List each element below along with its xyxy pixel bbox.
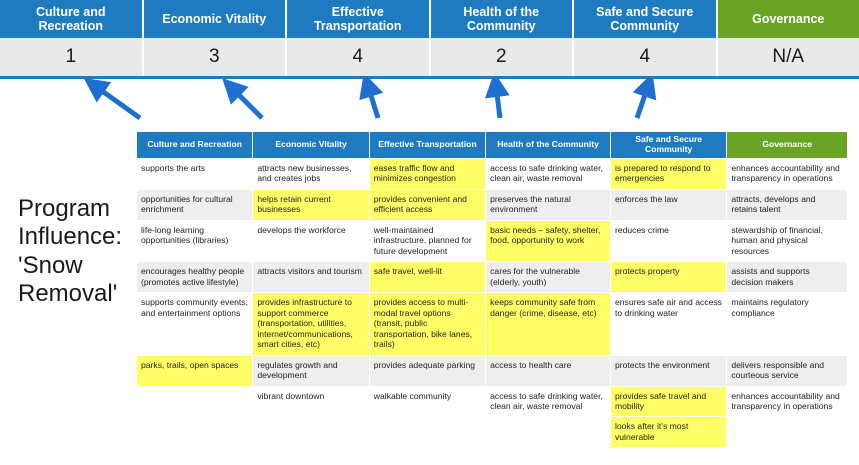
matrix-cell: basic needs – safety, shelter, food, opportunity to work [486, 220, 611, 261]
matrix-cell: well-maintained infrastructure, planned for future development [369, 220, 485, 261]
matrix-cell: ensures safe air and access to drinking water [610, 293, 726, 355]
matrix-cell: life-long learning opportunities (libraries) [137, 220, 253, 261]
influence-matrix-table [136, 131, 848, 448]
matrix-cell: safe travel, well-lit [369, 262, 485, 293]
score-economic: 3 [144, 38, 288, 76]
matrix-cell [137, 386, 253, 417]
matrix-cell: vibrant downtown [253, 386, 369, 417]
table-row [137, 189, 848, 220]
matrix-cell: provides access to multi-modal travel options (transit, public transportation, bike lanes, trails) [369, 293, 485, 355]
arrow-health [496, 86, 500, 118]
matrix-cell: reduces crime [610, 220, 726, 261]
matrix-cell: enforces the law [610, 189, 726, 220]
matrix-cell [727, 417, 848, 448]
scorecard-header-safety: Safe and Secure Community [574, 0, 718, 38]
matrix-cell: opportunities for cultural enrichment [137, 189, 253, 220]
table-row [137, 262, 848, 293]
arrow-economic [232, 88, 262, 118]
matrix-cell: access to health care [486, 355, 611, 386]
matrix-cell: preserves the natural environment [486, 189, 611, 220]
arrow-safety [637, 86, 648, 118]
scorecard-header-band [0, 0, 859, 38]
arrow-transportation [368, 86, 378, 118]
matrix-cell: access to safe drinking water, clean air, waste removal [486, 158, 611, 189]
matrix-cell [253, 417, 369, 448]
arrow-culture [95, 86, 140, 118]
matrix-cell: assists and supports decision makers [727, 262, 848, 293]
table-row [137, 417, 848, 448]
score-safety: 4 [574, 38, 718, 76]
matrix-cell: supports the arts [137, 158, 253, 189]
matrix-cell: enhances accountability and transparency in operations [727, 158, 848, 189]
matrix-cell: is prepared to respond to emergencies [610, 158, 726, 189]
matrix-cell: delivers responsible and courteous service [727, 355, 848, 386]
matrix-cell [369, 417, 485, 448]
scorecard-score-band [0, 38, 859, 76]
matrix-cell: attracts, develops and retains talent [727, 189, 848, 220]
score-transportation: 4 [287, 38, 431, 76]
caption-line-2: Influence: [18, 223, 123, 251]
matrix-cell: encourages healthy people (promotes active lifestyle) [137, 262, 253, 293]
matrix-cell: provides adequate parking [369, 355, 485, 386]
matrix-cell: keeps community safe from danger (crime, disease, etc) [486, 293, 611, 355]
matrix-header-transportation: Effective Transportation [369, 132, 485, 159]
table-row [137, 220, 848, 261]
matrix-cell: cares for the vulnerable (elderly, youth) [486, 262, 611, 293]
score-health: 2 [431, 38, 575, 76]
matrix-cell: supports community events, and entertainment options [137, 293, 253, 355]
matrix-header-governance: Governance [727, 132, 848, 159]
score-governance: N/A [772, 46, 805, 67]
matrix-cell: looks after it's most vulnerable [610, 417, 726, 448]
scorecard-header-transportation: Effective Transportation [287, 0, 431, 38]
matrix-cell: maintains regulatory compliance [727, 293, 848, 355]
matrix-cell: attracts new businesses, and creates jobs [253, 158, 369, 189]
table-row [137, 158, 848, 189]
table-row [137, 355, 848, 386]
matrix-header-culture: Culture and Recreation [137, 132, 253, 159]
matrix-cell: enhances accountability and transparency in operations [727, 386, 848, 417]
matrix-cell: develops the workforce [253, 220, 369, 261]
matrix-cell: protects the environment [610, 355, 726, 386]
scorecard-header-health: Health of the Community [431, 0, 575, 38]
matrix-cell [486, 417, 611, 448]
matrix-header-row [137, 132, 848, 159]
arrow-layer [0, 78, 859, 133]
table-row [137, 293, 848, 355]
table-row [137, 386, 848, 417]
matrix-header-health: Health of the Community [486, 132, 611, 159]
matrix-cell: protects property [610, 262, 726, 293]
matrix-cell: regulates growth and development [253, 355, 369, 386]
matrix-cell: access to safe drinking water, clean air, waste removal [486, 386, 611, 417]
matrix-cell: provides infrastructure to support commerce (transportation, utilities, internet/communications, smart cities, etc) [253, 293, 369, 355]
matrix-header-safety: Safe and Secure Community [610, 132, 726, 159]
program-influence-caption [18, 195, 136, 308]
scorecard-header-culture: Culture and Recreation [0, 0, 144, 38]
scorecard-underline [0, 76, 859, 79]
caption-line-3: 'Snow [18, 251, 83, 279]
score-culture: 1 [0, 38, 144, 76]
matrix-cell: helps retain current businesses [253, 189, 369, 220]
matrix-cell: parks, trails, open spaces [137, 355, 253, 386]
matrix-cell: provides safe travel and mobility [610, 386, 726, 417]
caption-line-4: Removal' [18, 279, 118, 307]
caption-line-1: Program [18, 195, 111, 222]
scorecard-header-governance: Governance [718, 0, 859, 38]
matrix-cell [137, 417, 253, 448]
matrix-cell: attracts visitors and tourism [253, 262, 369, 293]
matrix-header-economic: Economic Vitality [253, 132, 369, 159]
matrix-cell: walkable community [369, 386, 485, 417]
matrix-cell: eases traffic flow and minimizes congestion [369, 158, 485, 189]
matrix-cell: provides convenient and efficient access [369, 189, 485, 220]
matrix-cell: stewardship of financial, human and physical resources [727, 220, 848, 261]
scorecard-header-economic: Economic Vitality [144, 0, 288, 38]
